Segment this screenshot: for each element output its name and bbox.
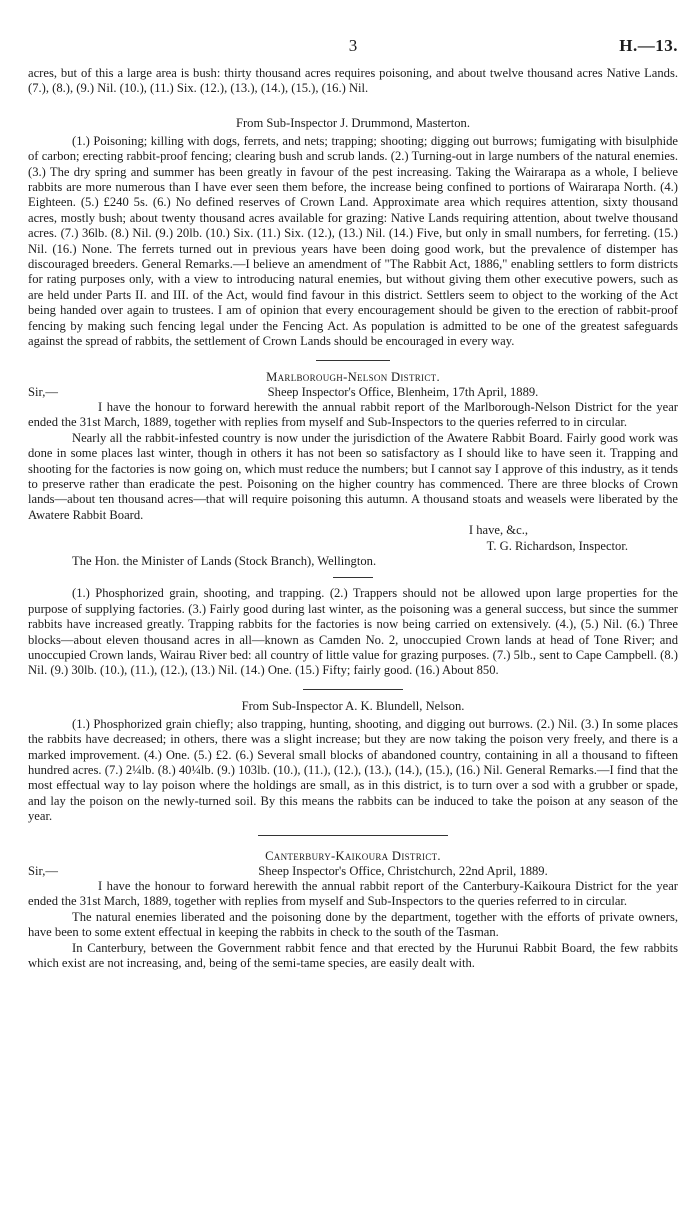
canterbury-letter-p2: The natural enemies liberated and the poisoning done by the department, together with the efforts of private owners, have been to some extent effectual in keeping the rabbits in check to the south of the Tasman.	[28, 909, 678, 940]
marlborough-letter-p2: Nearly all the rabbit-infested country is now under the jurisdiction of the Awatere Rabbit Board. Fairly good work was done in some places last winter, though in others it has not been so satisfactory as I should like to have seen it. Trapping and shooting for the factories is now going on, which must reduce the numbers; but I cannot say I approve of this industry, as it tends to preserve rather than eradicate the pest. Poisoning on the higher country has commenced. There are three blocks of Crown lands—about ten thousand acres—that will require poisoning this autumn. A thousand stoats and weasels were liberated by the Awatere Rabbit Board.	[28, 430, 678, 522]
letter-address: Sheep Inspector's Office, Blenheim, 17th April, 1889.	[267, 384, 539, 399]
marlborough-dateline	[28, 385, 678, 400]
page-header	[28, 36, 678, 66]
letter-address: Sheep Inspector's Office, Christchurch, 22nd April, 1889.	[258, 863, 548, 878]
salutation: Sir,—	[28, 384, 58, 399]
marlborough-replies: (1.) Phosphorized grain, shooting, and trapping. (2.) Trappers should not be allowed upon large properties for the purpose of supplying factories. (3.) Fairly good during last winter, as the poisoning was a general success, but since the summer rabbits have increased greatly. Trapping rabbits for the factories is now being carried on extensively. (4.), (5.) Nil. (6.) Three blocks—about eleven thousand acres in all—known as Camden No. 2, unoccupied Crown lands at head of Tone River; and unoccupied Crown lands, Wairau River bed: all country of little value for grazing purposes. (7.) 5lb., sent to Cape Campbell. (8.) Nil. (9.) 30lb. (10.), (11.), (12.), (13.) Nil. (14.) One. (15.) Fifty; fairly good. (16.) About 850.	[28, 586, 678, 678]
blundell-body: (1.) Phosphorized grain chiefly; also trapping, hunting, shooting, and digging out burrows. (2.) Nil. (3.) In some places the rabbits have decreased; in others, there was a slight increase; but they are now taking the poison very freely, and there is a marked improvement. (4.) One. (5.) £2. (6.) Several small blocks of abandoned country, containing in all a thousand to fifteen hundred acres. (7.) 2¼lb. (8.) 40¼lb. (9.) 103lb. (10.), (11.), (12.), (13.), (14.), (15.), (16.) Nil. General Remarks.—I find that the most effectual way to lay poison where the holdings are small, as in this district, is to turn over a sod with a grubber or spade, and lay the poison on the newly-turned soil. By this means the rabbits can be induced to take the poison at any season of the year.	[28, 716, 678, 824]
salutation: Sir,—	[28, 863, 58, 878]
signature: T. G. Richardson, Inspector.	[486, 538, 628, 553]
intro-paragraph: acres, but of this a large area is bush: thirty thousand acres requires poisoning, and about twelve thousand acres Native Lands. (7.), (8.), (9.) Nil. (10.), (11.) Six. (12.), (13.), (14.), (15.), (16.) Nil.	[28, 66, 678, 96]
blundell-heading: From Sub-Inspector A. K. Blundell, Nelson.	[241, 698, 465, 713]
drummond-body: (1.) Poisoning; killing with dogs, ferrets, and nets; trapping; shooting; digging out burrows; fumigating with bisulphide of carbon; erecting rabbit-proof fencing; clearing bush and scrub lands. (2.) Turning-out in large numbers of the natural enemies. (3.) The dry spring and summer has been greatly in favour of the pest increasing. Taking the Wairarapa as a whole, I believe rabbits are more numerous than I have ever seen them before, the increase being confined to portions of Wairarapa North. (4.) Eighteen. (5.) £240 5s. (6.) No defined reserves of Crown Land. Approximate area which requires attention, sixty thousand acres, mostly bush; about twenty thousand acres available for grazing: Native Lands requiring attention, about twelve thousand acres. (7.) 36lb. (8.) Nil. (9.) 20lb. (10.) Six. (11.) Six. (12.), (13.) Nil. (14.) Five, but only in small numbers, for ferreting. (15.) Nil. (16.) None. The ferrets turned out in previous years have been doing good work, but the prevalence of distemper has discouraged breeders. General Remarks.—I believe an amendment of "The Rabbit Act, 1886," enabling settlers to form districts for rating purposes only, with a view to introducing natural enemies, but without giving them other executive powers, such as are held under Parts II. and III. of the Act, would find favour in this district. Settlers seem to object to the working of the Act being handed over again to trustees. I am of opinion that every encouragement should be given to the erection of rabbit-proof fencing by making such fencing legal under the Fencing Act. As population is admitted to be one of the greatest safeguards against the spread of rabbits, the settlement of Crown Lands should be encouraged in every way.	[28, 133, 678, 349]
canterbury-letter-p3: In Canterbury, between the Government rabbit fence and that erected by the Hurunui Rabbit Board, the few rabbits which exist are not increasing, and, being of the semi-tame species, are easily dealt with.	[28, 940, 678, 971]
closing: I have, &c.,	[468, 523, 528, 538]
canterbury-heading: Canterbury-Kaikoura District.	[265, 848, 441, 863]
document-reference: H.—13.	[619, 36, 678, 55]
canterbury-dateline	[28, 864, 678, 879]
addressee: The Hon. the Minister of Lands (Stock Branch), Wellington.	[72, 553, 377, 568]
marlborough-letter-p1: I have the honour to forward herewith the annual rabbit report of the Marlborough-Nelson District for the year ended the 31st March, 1889, together with replies from myself and Sub-Inspectors to the queries referred to in circular.	[28, 399, 678, 430]
drummond-heading: From Sub-Inspector J. Drummond, Masterton.	[235, 115, 470, 130]
canterbury-letter-p1: I have the honour to forward herewith the annual rabbit report of the Canterbury-Kaikoura District for the year ended the 31st March, 1889, together with replies from myself and Sub-Inspectors to the queries referred to in circular.	[28, 879, 678, 909]
page-number: 3	[348, 36, 358, 55]
marlborough-heading: Marlborough-Nelson District.	[266, 369, 440, 384]
